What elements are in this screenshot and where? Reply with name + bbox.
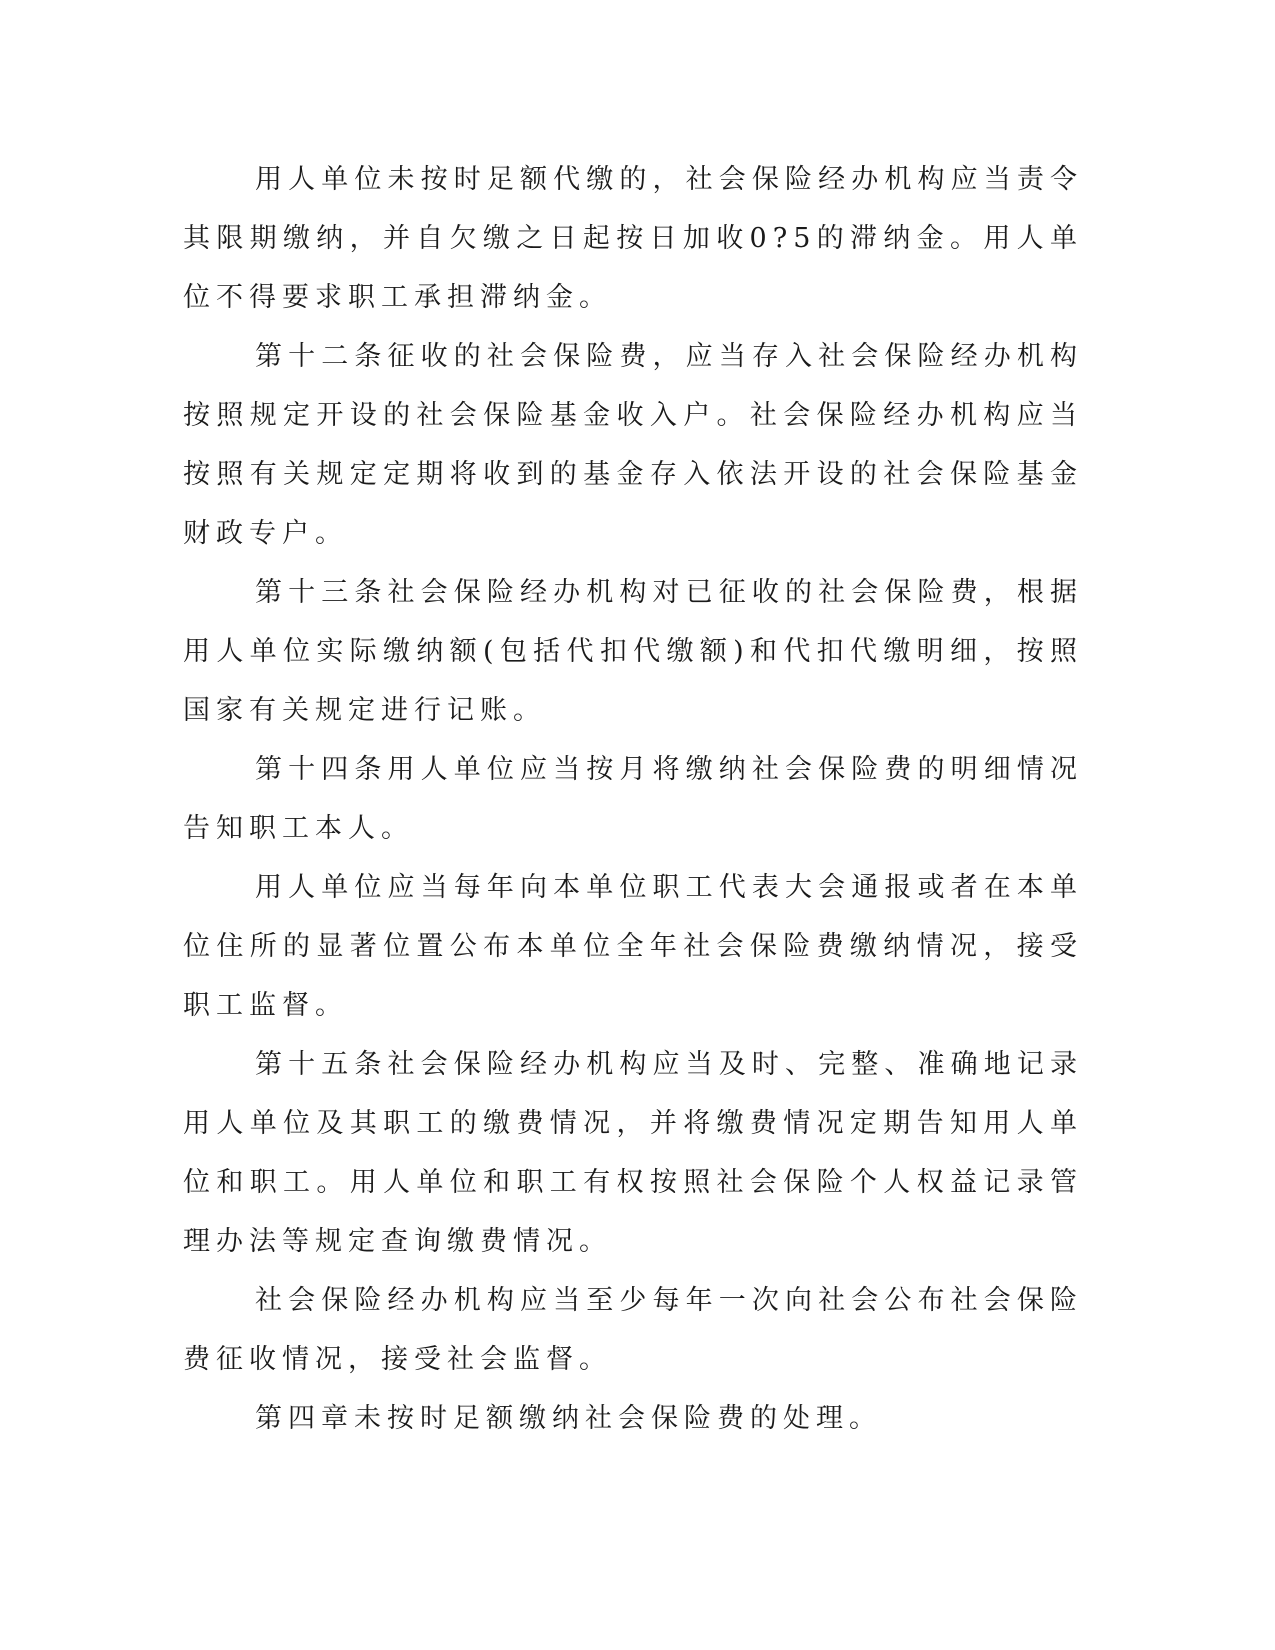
paragraph-article-13: 第十三条社会保险经办机构对已征收的社会保险费，根据用人单位实际缴纳额(包括代扣代缴额)和代扣代缴明细，按照国家有关规定进行记账。 xyxy=(183,577,1083,726)
paragraph-chapter-4: 第四章未按时足额缴纳社会保险费的处理。 xyxy=(255,1403,882,1434)
paragraph-article-15: 第十五条社会保险经办机构应当及时、完整、准确地记录用人单位及其职工的缴费情况，并将缴费情况定期告知用人单位和职工。用人单位和职工有权按照社会保险个人权益记录管理办法等规定查询缴费情况。 xyxy=(183,1049,1083,1257)
document-body xyxy=(183,150,1083,1448)
paragraph-late-payment: 用人单位未按时足额代缴的，社会保险经办机构应当责令其限期缴纳，并自欠缴之日起按日加收0?5的滞纳金。用人单位不得要求职工承担滞纳金。 xyxy=(183,164,1083,313)
paragraph-article-12: 第十二条征收的社会保险费，应当存入社会保险经办机构按照规定开设的社会保险基金收入户。社会保险经办机构应当按照有关规定定期将收到的基金存入依法开设的社会保险基金财政专户。 xyxy=(183,341,1083,549)
paragraph-article-14: 第十四条用人单位应当按月将缴纳社会保险费的明细情况告知职工本人。 xyxy=(183,754,1083,844)
paragraph-public-disclosure: 社会保险经办机构应当至少每年一次向社会公布社会保险费征收情况，接受社会监督。 xyxy=(183,1285,1083,1375)
paragraph-annual-report: 用人单位应当每年向本单位职工代表大会通报或者在本单位住所的显著位置公布本单位全年社会保险费缴纳情况，接受职工监督。 xyxy=(183,872,1083,1021)
